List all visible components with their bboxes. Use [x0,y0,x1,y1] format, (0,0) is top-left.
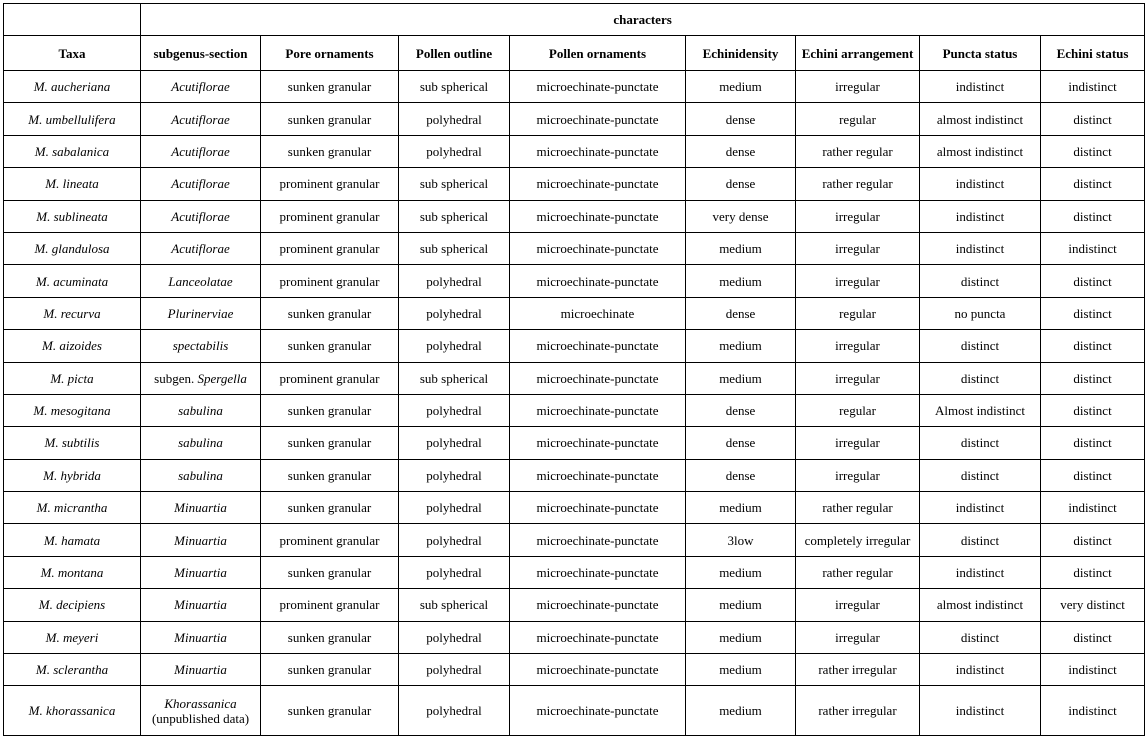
pollen-characters-table [3,3,1145,736]
echini-status-cell: indistinct [1041,686,1145,736]
puncta-status-cell: distinct [920,524,1041,556]
pollen-ornaments-cell: microechinate-punctate [510,492,686,524]
echinidensity-cell: medium [686,654,796,686]
echini-arrangement-cell: rather irregular [796,654,920,686]
pollen-outline-cell: polyhedral [399,135,510,167]
puncta-status-cell: Almost indistinct [920,394,1041,426]
pore-ornaments-cell: sunken granular [261,556,399,588]
echini-status-cell: very distinct [1041,589,1145,621]
puncta-status-cell: indistinct [920,71,1041,103]
taxa-cell: M. decipiens [4,589,141,621]
table-row [4,330,1145,362]
pollen-ornaments-cell: microechinate-punctate [510,524,686,556]
echini-status-cell: distinct [1041,168,1145,200]
pore-ornaments-cell: sunken granular [261,297,399,329]
echinidensity-cell: 3low [686,524,796,556]
table-row [4,394,1145,426]
pollen-ornaments-cell: microechinate-punctate [510,265,686,297]
column-header-row [4,36,1145,71]
echinidensity-cell: medium [686,330,796,362]
subgenus-section-cell: Minuartia [141,654,261,686]
echini-status-cell: distinct [1041,459,1145,491]
echinidensity-cell: dense [686,459,796,491]
echinidensity-cell: medium [686,265,796,297]
column-header-echini-arrangement: Echini arrangement [796,36,920,71]
puncta-status-cell: indistinct [920,232,1041,264]
pollen-ornaments-cell: microechinate-punctate [510,589,686,621]
pore-ornaments-cell: prominent granular [261,524,399,556]
table-row [4,168,1145,200]
echinidensity-cell: medium [686,232,796,264]
echini-arrangement-cell: irregular [796,459,920,491]
echini-arrangement-cell: rather regular [796,135,920,167]
table-row [4,524,1145,556]
section-name: Khorassanica [164,695,237,711]
pore-ornaments-cell: sunken granular [261,492,399,524]
echinidensity-cell: medium [686,492,796,524]
pollen-ornaments-cell: microechinate-punctate [510,200,686,232]
taxa-cell: M. hamata [4,524,141,556]
echinidensity-cell: dense [686,103,796,135]
echinidensity-cell: very dense [686,200,796,232]
puncta-status-cell: distinct [920,330,1041,362]
puncta-status-cell: almost indistinct [920,589,1041,621]
subgenus-section-cell: Acutiflorae [141,71,261,103]
taxa-cell: M. recurva [4,297,141,329]
column-header-pore-ornaments: Pore ornaments [261,36,399,71]
puncta-status-cell: distinct [920,459,1041,491]
echini-arrangement-cell: irregular [796,427,920,459]
column-header-subgenus-section: subgenus-section [141,36,261,71]
echini-arrangement-cell: irregular [796,200,920,232]
pollen-ornaments-cell: microechinate-punctate [510,135,686,167]
column-header-puncta-status: Puncta status [920,36,1041,71]
pore-ornaments-cell: prominent granular [261,168,399,200]
pore-ornaments-cell: prominent granular [261,589,399,621]
puncta-status-cell: indistinct [920,556,1041,588]
puncta-status-cell: no puncta [920,297,1041,329]
pollen-ornaments-cell: microechinate-punctate [510,232,686,264]
echini-status-cell: distinct [1041,621,1145,653]
subgenus-section-cell [141,686,261,736]
table-row [4,71,1145,103]
column-header-pollen-outline: Pollen outline [399,36,510,71]
pollen-ornaments-cell: microechinate-punctate [510,621,686,653]
pollen-outline-cell: polyhedral [399,621,510,653]
echini-status-cell: indistinct [1041,654,1145,686]
taxa-cell: M. subtilis [4,427,141,459]
subgenus-section-cell: Minuartia [141,621,261,653]
subgenus-section-cell: Acutiflorae [141,232,261,264]
pollen-outline-cell: sub spherical [399,232,510,264]
echinidensity-cell: dense [686,427,796,459]
table-row [4,200,1145,232]
pore-ornaments-cell: prominent granular [261,200,399,232]
table-row [4,686,1145,736]
echinidensity-cell: medium [686,686,796,736]
pore-ornaments-cell: sunken granular [261,686,399,736]
pollen-ornaments-cell: microechinate-punctate [510,362,686,394]
subgenus-section-cell: Minuartia [141,556,261,588]
echini-arrangement-cell: irregular [796,265,920,297]
taxa-cell: M. umbellulifera [4,103,141,135]
empty-corner-cell [4,4,141,36]
puncta-status-cell: almost indistinct [920,103,1041,135]
pollen-ornaments-cell: microechinate-punctate [510,686,686,736]
table-row [4,459,1145,491]
echini-arrangement-cell: rather regular [796,492,920,524]
echini-status-cell: distinct [1041,362,1145,394]
puncta-status-cell: distinct [920,265,1041,297]
pollen-ornaments-cell: microechinate-punctate [510,168,686,200]
taxa-cell: M. aucheriana [4,71,141,103]
echini-status-cell: distinct [1041,556,1145,588]
taxa-cell: M. glandulosa [4,232,141,264]
taxa-cell: M. sclerantha [4,654,141,686]
echini-status-cell: distinct [1041,200,1145,232]
echini-arrangement-cell: irregular [796,621,920,653]
table-row [4,103,1145,135]
pollen-outline-cell: polyhedral [399,459,510,491]
echinidensity-cell: dense [686,135,796,167]
subgenus-section-cell: Acutiflorae [141,103,261,135]
taxa-cell: M. micrantha [4,492,141,524]
pollen-outline-cell: sub spherical [399,200,510,232]
puncta-status-cell: almost indistinct [920,135,1041,167]
echini-status-cell: distinct [1041,524,1145,556]
column-header-echini-status: Echini status [1041,36,1145,71]
subgenus-section-cell: Acutiflorae [141,168,261,200]
puncta-status-cell: indistinct [920,686,1041,736]
pore-ornaments-cell: sunken granular [261,394,399,426]
echini-status-cell: distinct [1041,330,1145,362]
pollen-ornaments-cell: microechinate-punctate [510,427,686,459]
table-row [4,589,1145,621]
subgenus-section-cell: Acutiflorae [141,135,261,167]
echini-arrangement-cell: irregular [796,232,920,264]
echini-status-cell: distinct [1041,265,1145,297]
puncta-status-cell: distinct [920,362,1041,394]
pollen-outline-cell: sub spherical [399,71,510,103]
pore-ornaments-cell: prominent granular [261,232,399,264]
table-row [4,362,1145,394]
subgenus-section-cell: Lanceolatae [141,265,261,297]
taxa-cell: M. picta [4,362,141,394]
pore-ornaments-cell: prominent granular [261,362,399,394]
echini-status-cell: distinct [1041,297,1145,329]
echini-arrangement-cell: irregular [796,330,920,362]
subgenus-section-cell: sabulina [141,459,261,491]
pollen-ornaments-cell: microechinate-punctate [510,330,686,362]
echinidensity-cell: medium [686,621,796,653]
echini-status-cell: indistinct [1041,232,1145,264]
taxa-cell: M. acuminata [4,265,141,297]
pore-ornaments-cell: sunken granular [261,71,399,103]
table-row [4,297,1145,329]
echini-arrangement-cell: irregular [796,71,920,103]
pollen-outline-cell: sub spherical [399,362,510,394]
pollen-ornaments-cell: microechinate-punctate [510,654,686,686]
pore-ornaments-cell: sunken granular [261,621,399,653]
echinidensity-cell: dense [686,394,796,426]
pollen-ornaments-cell: microechinate-punctate [510,394,686,426]
pollen-outline-cell: polyhedral [399,556,510,588]
echini-arrangement-cell: completely irregular [796,524,920,556]
column-header-echinidensity: Echinidensity [686,36,796,71]
table-row [4,232,1145,264]
table-row [4,492,1145,524]
pollen-outline-cell: polyhedral [399,654,510,686]
pollen-ornaments-cell: microechinate-punctate [510,459,686,491]
subgenus-section-cell: spectabilis [141,330,261,362]
table-row [4,556,1145,588]
puncta-status-cell: indistinct [920,654,1041,686]
column-header-pollen-ornaments: Pollen ornaments [510,36,686,71]
taxa-cell: M. mesogitana [4,394,141,426]
characters-group-header: characters [141,4,1145,36]
puncta-status-cell: indistinct [920,492,1041,524]
pollen-outline-cell: polyhedral [399,265,510,297]
puncta-status-cell: distinct [920,621,1041,653]
pollen-ornaments-cell: microechinate-punctate [510,556,686,588]
echini-arrangement-cell: rather irregular [796,686,920,736]
subgenus-section-cell: sabulina [141,394,261,426]
echinidensity-cell: medium [686,589,796,621]
pollen-outline-cell: sub spherical [399,168,510,200]
taxa-cell: M. hybrida [4,459,141,491]
echini-status-cell: distinct [1041,135,1145,167]
pollen-outline-cell: polyhedral [399,297,510,329]
pollen-outline-cell: polyhedral [399,394,510,426]
pollen-ornaments-cell: microechinate-punctate [510,103,686,135]
echini-status-cell: indistinct [1041,71,1145,103]
echini-arrangement-cell: irregular [796,589,920,621]
subgenus-section-cell [141,362,261,394]
taxa-cell: M. khorassanica [4,686,141,736]
echinidensity-cell: dense [686,297,796,329]
pore-ornaments-cell: prominent granular [261,265,399,297]
subgenus-section-cell: Acutiflorae [141,200,261,232]
taxa-cell: M. montana [4,556,141,588]
echinidensity-cell: medium [686,71,796,103]
table-row [4,265,1145,297]
echini-status-cell: distinct [1041,103,1145,135]
pollen-ornaments-cell: microechinate [510,297,686,329]
pollen-outline-cell: polyhedral [399,524,510,556]
subgenus-section-cell: sabulina [141,427,261,459]
pore-ornaments-cell: sunken granular [261,330,399,362]
table-row [4,427,1145,459]
pore-ornaments-cell: sunken granular [261,135,399,167]
echini-status-cell: distinct [1041,427,1145,459]
echini-status-cell: indistinct [1041,492,1145,524]
pore-ornaments-cell: sunken granular [261,103,399,135]
pore-ornaments-cell: sunken granular [261,427,399,459]
column-header-taxa: Taxa [4,36,141,71]
echini-arrangement-cell: regular [796,394,920,426]
subgenus-section-cell: Minuartia [141,589,261,621]
taxa-cell: M. sublineata [4,200,141,232]
echini-status-cell: distinct [1041,394,1145,426]
pollen-outline-cell: polyhedral [399,103,510,135]
echini-arrangement-cell: rather regular [796,168,920,200]
echinidensity-cell: medium [686,362,796,394]
pore-ornaments-cell: sunken granular [261,459,399,491]
subgenus-section-cell: Plurinerviae [141,297,261,329]
table-row [4,654,1145,686]
echini-arrangement-cell: irregular [796,362,920,394]
subgenus-prefix: subgen. [154,370,198,386]
taxa-cell: M. sabalanica [4,135,141,167]
taxa-cell: M. lineata [4,168,141,200]
section-name: Spergella [197,370,247,386]
table-row [4,621,1145,653]
echinidensity-cell: medium [686,556,796,588]
pollen-outline-cell: polyhedral [399,492,510,524]
subgenus-section-cell: Minuartia [141,492,261,524]
echini-arrangement-cell: regular [796,103,920,135]
pollen-outline-cell: polyhedral [399,427,510,459]
puncta-status-cell: distinct [920,427,1041,459]
echini-arrangement-cell: regular [796,297,920,329]
pollen-outline-cell: sub spherical [399,589,510,621]
subgenus-section-cell: Minuartia [141,524,261,556]
echini-arrangement-cell: rather regular [796,556,920,588]
header-group-row [4,4,1145,36]
pollen-ornaments-cell: microechinate-punctate [510,71,686,103]
pollen-outline-cell: polyhedral [399,330,510,362]
taxa-cell: M. aizoides [4,330,141,362]
puncta-status-cell: indistinct [920,168,1041,200]
pollen-outline-cell: polyhedral [399,686,510,736]
pore-ornaments-cell: sunken granular [261,654,399,686]
table-row [4,135,1145,167]
echinidensity-cell: dense [686,168,796,200]
puncta-status-cell: indistinct [920,200,1041,232]
section-note: (unpublished data) [151,710,250,726]
taxa-cell: M. meyeri [4,621,141,653]
